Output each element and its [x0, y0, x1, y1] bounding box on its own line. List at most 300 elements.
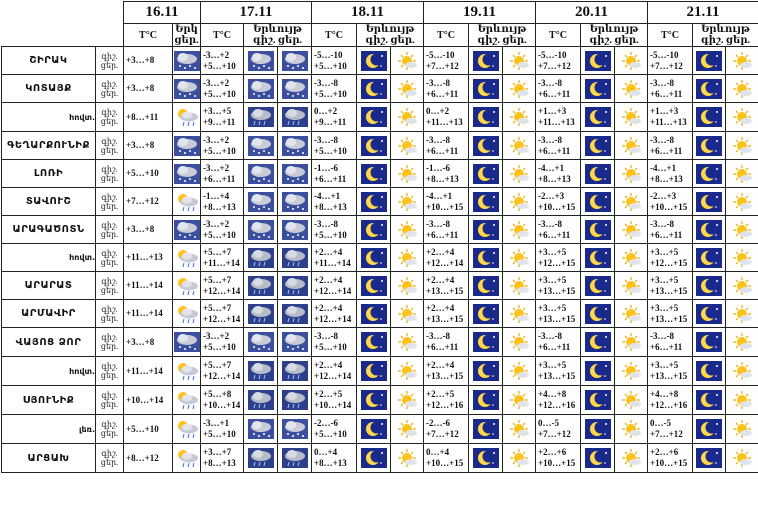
temp-cell: +7…+12 — [124, 188, 173, 216]
weather-cell-day — [391, 132, 424, 160]
temp-cell: +4…+8 +12…+16 — [648, 386, 693, 415]
weather-cell-day — [615, 357, 648, 386]
sun-icon — [618, 394, 644, 404]
weather-cell-day — [726, 386, 758, 415]
weather-cell-day — [391, 444, 424, 473]
weather-cell — [173, 47, 201, 75]
weather-cell-night — [581, 357, 615, 386]
cloud-rain-icon — [248, 280, 274, 290]
region-row — [2, 75, 758, 103]
weather-cell-night — [469, 103, 503, 132]
weather-col-header: Երևույթ գիշ. ցեր. — [469, 24, 536, 47]
sun-icon — [618, 140, 644, 150]
weather-cell-night — [693, 328, 726, 357]
sun-icon — [729, 365, 755, 375]
weather-cell-night — [581, 272, 615, 300]
weather-cell-day — [726, 188, 758, 216]
weather-cell-day — [615, 386, 648, 415]
tod-label: գիշ. ցեր. — [96, 188, 124, 216]
date-header: 18.11 — [312, 2, 424, 24]
sun-icon — [506, 452, 532, 462]
tod-label: գիշ. ցեր. — [96, 47, 124, 75]
temp-cell: -3…-8 +6…+11 — [424, 328, 469, 357]
weather-cell-day — [726, 132, 758, 160]
tod-label: գիշ. ցեր. — [96, 300, 124, 328]
weather-cell-night — [244, 47, 278, 75]
cloud-rain-icon — [282, 308, 308, 318]
cloud-rain-icon — [282, 280, 308, 290]
sun-icon — [394, 308, 420, 318]
region-name: ԿՈՏԱՅՔ — [2, 75, 96, 103]
sun-icon — [618, 365, 644, 375]
temp-cell: +4…+8 +12…+16 — [536, 386, 581, 415]
weather-cell-day — [391, 103, 424, 132]
weather-cell-night — [244, 75, 278, 103]
moon-icon — [361, 55, 387, 65]
weather-cell-night — [693, 216, 726, 244]
weather-cell-night — [357, 386, 391, 415]
temp-cell: -3…-8 +5…+10 — [312, 75, 357, 103]
weather-cell-day — [503, 244, 536, 272]
temp-cell: +1…+3 +11…+13 — [648, 103, 693, 132]
region-name: ՏԱՎՈՒՇ — [2, 188, 96, 216]
weather-cell-night — [244, 216, 278, 244]
weather-cell-night — [357, 216, 391, 244]
temp-cell: +2…+4 +11…+14 — [312, 244, 357, 272]
weather-cell-night — [581, 188, 615, 216]
temp-cell: +2…+5 +10…+14 — [312, 386, 357, 415]
temp-cell: 0…+4 +10…+15 — [424, 444, 469, 473]
sun-icon — [394, 55, 420, 65]
sun-rain-icon — [174, 252, 200, 262]
region-row — [2, 188, 758, 216]
weather-cell-night — [581, 386, 615, 415]
weather-cell — [173, 216, 201, 244]
sun-rain-icon — [174, 111, 200, 121]
weather-cell-night — [357, 444, 391, 473]
moon-icon — [361, 140, 387, 150]
sun-rain-icon — [174, 365, 200, 375]
cloud-snow-icon — [282, 55, 308, 65]
corner-cell — [2, 2, 124, 47]
weather-cell-night — [469, 386, 503, 415]
region-row — [2, 160, 758, 188]
temp-cell: -3…-8 +6…+11 — [424, 132, 469, 160]
temp-cell: 0…-5 +7…+12 — [648, 415, 693, 444]
weather-cell-night — [357, 160, 391, 188]
moon-icon — [585, 196, 611, 206]
weather-cell-night — [469, 328, 503, 357]
sun-icon — [394, 336, 420, 346]
weather-cell-day — [278, 188, 312, 216]
weather-cell-day — [391, 47, 424, 75]
cloud-snow-icon — [248, 423, 274, 433]
temp-cell: -2…-6 +7…+12 — [424, 415, 469, 444]
temp-cell: +2…+6 +10…+15 — [648, 444, 693, 473]
sun-icon — [506, 336, 532, 346]
temp-cell: -5…-10 +7…+12 — [424, 47, 469, 75]
weather-cell-day — [726, 328, 758, 357]
temp-cell: -3…-8 +6…+11 — [536, 132, 581, 160]
temp-cell: 0…+2 +11…+13 — [424, 103, 469, 132]
sun-icon — [394, 111, 420, 121]
temp-col-header: T°C — [536, 24, 581, 47]
sun-rain-icon — [174, 452, 200, 462]
temp-col-header: T°C — [312, 24, 357, 47]
temp-cell: -5…-10 +7…+12 — [648, 47, 693, 75]
cloud-snow-icon — [174, 55, 200, 65]
weather-cell — [173, 357, 201, 386]
weather-cell — [173, 103, 201, 132]
cloud-snow-icon — [282, 83, 308, 93]
temp-col-header: T°C — [201, 24, 244, 47]
region-row — [2, 328, 758, 357]
weather-cell-day — [615, 132, 648, 160]
region-row — [2, 300, 758, 328]
weather-cell — [173, 188, 201, 216]
weather-cell-night — [357, 244, 391, 272]
weather-cell-day — [615, 188, 648, 216]
moon-icon — [585, 140, 611, 150]
sun-icon — [394, 423, 420, 433]
sun-icon — [729, 336, 755, 346]
sun-icon — [618, 111, 644, 121]
temp-cell: +2…+4 +12…+14 — [424, 244, 469, 272]
moon-icon — [473, 111, 499, 121]
temp-cell: -3…-8 +6…+11 — [424, 75, 469, 103]
cloud-rain-icon — [248, 308, 274, 318]
moon-icon — [473, 336, 499, 346]
cloud-rain-icon — [248, 252, 274, 262]
temp-cell: +3…+5 +9…+11 — [201, 103, 244, 132]
moon-icon — [696, 280, 722, 290]
weather-cell-night — [693, 244, 726, 272]
weather-cell-day — [503, 132, 536, 160]
weather-cell-night — [581, 103, 615, 132]
cloud-snow-icon — [282, 224, 308, 234]
sun-icon — [729, 452, 755, 462]
cloud-snow-icon — [248, 168, 274, 178]
date-header: 19.11 — [424, 2, 536, 24]
weather-cell — [173, 160, 201, 188]
date-header: 20.11 — [536, 2, 648, 24]
tod-label: գիշ. ցեր. — [96, 328, 124, 357]
cloud-rain-icon — [282, 111, 308, 121]
weather-cell-night — [469, 216, 503, 244]
weather-cell — [173, 300, 201, 328]
weather-cell-day — [615, 244, 648, 272]
temp-cell: +2…+4 +12…+14 — [312, 272, 357, 300]
weather-cell-night — [357, 300, 391, 328]
weather-cell-day — [503, 47, 536, 75]
weather-cell-night — [693, 103, 726, 132]
region-name: ՎԱՅՈՑ ՁՈՐ — [2, 328, 96, 357]
weather-cell-night — [244, 357, 278, 386]
weather-cell-day — [278, 160, 312, 188]
weather-cell-day — [391, 160, 424, 188]
weather-cell-night — [357, 75, 391, 103]
temp-cell: -4…+1 +8…+13 — [648, 160, 693, 188]
temp-cell: +3…+5 +13…+15 — [536, 272, 581, 300]
sun-rain-icon — [174, 196, 200, 206]
weather-cell-day — [503, 188, 536, 216]
weather-cell-day — [726, 300, 758, 328]
temp-cell: +3…+5 +12…+15 — [648, 244, 693, 272]
weather-cell-night — [469, 357, 503, 386]
region-row — [2, 103, 758, 132]
sun-icon — [506, 196, 532, 206]
tod-label: գիշ. ցեր. — [96, 444, 124, 473]
temp-cell: +5…+7 +12…+14 — [201, 272, 244, 300]
moon-icon — [361, 452, 387, 462]
date-header: 17.11 — [201, 2, 312, 24]
weather-cell-night — [357, 47, 391, 75]
moon-icon — [473, 196, 499, 206]
moon-icon — [473, 168, 499, 178]
temp-cell: +3…+5 +13…+15 — [648, 357, 693, 386]
tod-label: գիշ. ցեր. — [96, 386, 124, 415]
cloud-snow-icon — [174, 168, 200, 178]
moon-icon — [361, 308, 387, 318]
temp-cell: +3…+5 +13…+15 — [536, 300, 581, 328]
weather-cell-night — [581, 160, 615, 188]
temp-cell: +3…+7 +8…+13 — [201, 444, 244, 473]
sun-rain-icon — [174, 423, 200, 433]
sun-icon — [729, 140, 755, 150]
sun-icon — [729, 308, 755, 318]
moon-icon — [473, 423, 499, 433]
temp-cell: -3…+2 +6…+11 — [201, 160, 244, 188]
weather-cell-night — [357, 328, 391, 357]
moon-icon — [696, 224, 722, 234]
temp-cell: -4…+1 +10…+15 — [424, 188, 469, 216]
moon-icon — [473, 83, 499, 93]
weather-cell-night — [357, 188, 391, 216]
weather-cell-day — [391, 300, 424, 328]
temp-cell: -3…-8 +5…+10 — [312, 132, 357, 160]
weather-cell-day — [503, 160, 536, 188]
weather-cell-night — [693, 188, 726, 216]
weather-cell-night — [693, 300, 726, 328]
weather-cell — [173, 244, 201, 272]
sun-icon — [506, 55, 532, 65]
weather-cell-night — [693, 415, 726, 444]
temp-cell: +11…+14 — [124, 357, 173, 386]
region-row — [2, 272, 758, 300]
weather-cell-night — [693, 357, 726, 386]
region-name: ՇԻՐԱԿ — [2, 47, 96, 75]
weather-cell-night — [469, 415, 503, 444]
weather-cell-day — [615, 103, 648, 132]
moon-icon — [585, 252, 611, 262]
temp-cell: -1…-6 +8…+13 — [424, 160, 469, 188]
moon-icon — [361, 196, 387, 206]
temp-cell: +3…+5 +13…+15 — [536, 357, 581, 386]
temp-col-header: T°C — [424, 24, 469, 47]
weather-cell-night — [469, 47, 503, 75]
weather-cell-night — [469, 300, 503, 328]
temp-cell: +11…+14 — [124, 272, 173, 300]
weather-cell-day — [726, 357, 758, 386]
temp-cell: -3…+2 +5…+10 — [201, 75, 244, 103]
temp-cell: +2…+4 +13…+15 — [424, 357, 469, 386]
weather-cell-night — [693, 132, 726, 160]
cloud-snow-icon — [282, 336, 308, 346]
temp-cell: +3…+8 — [124, 132, 173, 160]
cloud-snow-icon — [282, 168, 308, 178]
cloud-rain-icon — [282, 365, 308, 375]
temp-cell: +5…+7 +12…+14 — [201, 300, 244, 328]
region-row — [2, 47, 758, 75]
moon-icon — [361, 394, 387, 404]
weather-cell-day — [278, 415, 312, 444]
weather-cell-night — [244, 132, 278, 160]
sun-rain-icon — [174, 280, 200, 290]
weather-cell-day — [615, 444, 648, 473]
weather-cell-night — [469, 160, 503, 188]
sun-icon — [618, 196, 644, 206]
weather-cell-day — [391, 357, 424, 386]
moon-icon — [585, 423, 611, 433]
moon-icon — [361, 336, 387, 346]
weather-cell-day — [726, 244, 758, 272]
forecast-table — [1, 1, 758, 473]
sun-icon — [394, 83, 420, 93]
temp-col-header: T°C — [124, 24, 173, 47]
weather-cell-day — [615, 216, 648, 244]
weather-cell-day — [503, 444, 536, 473]
region-name: ԼՈՌԻ — [2, 160, 96, 188]
weather-cell-night — [244, 272, 278, 300]
tod-label: գիշ. ցեր. — [96, 357, 124, 386]
moon-icon — [361, 224, 387, 234]
temp-cell: -2…+3 +10…+15 — [648, 188, 693, 216]
weather-cell-night — [581, 75, 615, 103]
temp-cell: -5…-10 +5…+10 — [312, 47, 357, 75]
temp-cell: +1…+3 +11…+13 — [536, 103, 581, 132]
region-row — [2, 386, 758, 415]
region-row — [2, 132, 758, 160]
moon-icon — [473, 252, 499, 262]
sun-icon — [506, 168, 532, 178]
sun-icon — [394, 365, 420, 375]
weather-cell-night — [581, 444, 615, 473]
weather-cell-day — [278, 47, 312, 75]
sun-icon — [506, 365, 532, 375]
moon-icon — [696, 252, 722, 262]
weather-cell-day — [391, 75, 424, 103]
sun-icon — [618, 452, 644, 462]
weather-cell-day — [278, 272, 312, 300]
weather-cell-day — [391, 216, 424, 244]
weather-cell-night — [244, 160, 278, 188]
weather-cell-day — [615, 160, 648, 188]
date-header: 21.11 — [648, 2, 758, 24]
weather-cell-day — [615, 328, 648, 357]
weather-cell-night — [469, 244, 503, 272]
sun-icon — [618, 336, 644, 346]
weather-cell-night — [244, 328, 278, 357]
moon-icon — [473, 452, 499, 462]
weather-cell-day — [503, 216, 536, 244]
tod-label: գիշ. ցեր. — [96, 272, 124, 300]
weather-cell-day — [726, 415, 758, 444]
weather-cell-night — [693, 386, 726, 415]
weather-cell-night — [357, 415, 391, 444]
region-name: ԱՐԱՐԱՏ — [2, 272, 96, 300]
weather-cell-night — [469, 188, 503, 216]
weather-cell — [173, 132, 201, 160]
temp-cell: -3…-8 +6…+11 — [648, 216, 693, 244]
weather-cell-day — [391, 272, 424, 300]
temp-cell: -3…+2 +5…+10 — [201, 328, 244, 357]
moon-icon — [473, 140, 499, 150]
sun-icon — [618, 280, 644, 290]
region-name: ԱՐՑԱԽ — [2, 444, 96, 473]
temp-cell: 0…+2 +9…+11 — [312, 103, 357, 132]
cloud-snow-icon — [248, 196, 274, 206]
moon-icon — [473, 280, 499, 290]
weather-cell-day — [503, 357, 536, 386]
moon-icon — [696, 452, 722, 462]
weather-cell-day — [278, 75, 312, 103]
weather-cell — [173, 415, 201, 444]
cloud-snow-icon — [248, 336, 274, 346]
sun-icon — [394, 196, 420, 206]
temp-cell: +2…+6 +10…+15 — [536, 444, 581, 473]
weather-cell-night — [693, 272, 726, 300]
sun-icon — [729, 55, 755, 65]
moon-icon — [585, 336, 611, 346]
cloud-rain-icon — [282, 394, 308, 404]
weather-cell-night — [244, 444, 278, 473]
tod-label: գիշ. ցեր. — [96, 160, 124, 188]
cloud-snow-icon — [248, 224, 274, 234]
moon-icon — [361, 111, 387, 121]
tod-label: գիշ. ցեր. — [96, 103, 124, 132]
moon-icon — [361, 168, 387, 178]
weather-cell-night — [357, 132, 391, 160]
weather-cell-day — [391, 415, 424, 444]
weather-cell-night — [469, 75, 503, 103]
weather-cell-day — [278, 216, 312, 244]
sun-icon — [729, 280, 755, 290]
weather-cell-night — [244, 244, 278, 272]
cloud-rain-icon — [282, 252, 308, 262]
temp-cell: -3…-8 +6…+11 — [648, 75, 693, 103]
weather-cell-day — [726, 160, 758, 188]
weather-cell — [173, 444, 201, 473]
moon-icon — [585, 452, 611, 462]
temp-cell: +3…+5 +13…+15 — [648, 272, 693, 300]
moon-icon — [585, 224, 611, 234]
sun-icon — [394, 452, 420, 462]
sun-icon — [729, 423, 755, 433]
moon-icon — [696, 168, 722, 178]
temp-cell: +8…+11 — [124, 103, 173, 132]
temp-cell: +5…+7 +11…+14 — [201, 244, 244, 272]
weather-cell-night — [581, 216, 615, 244]
sun-icon — [506, 252, 532, 262]
tod-label: գիշ. ցեր. — [96, 415, 124, 444]
temp-cell: +2…+4 +12…+14 — [312, 357, 357, 386]
weather-cell-night — [469, 272, 503, 300]
weather-col-header: Երևույթ գիշ. ցեր. — [357, 24, 424, 47]
temp-cell: -2…-6 +5…+10 — [312, 415, 357, 444]
moon-icon — [585, 308, 611, 318]
moon-icon — [696, 336, 722, 346]
weather-cell-night — [244, 300, 278, 328]
